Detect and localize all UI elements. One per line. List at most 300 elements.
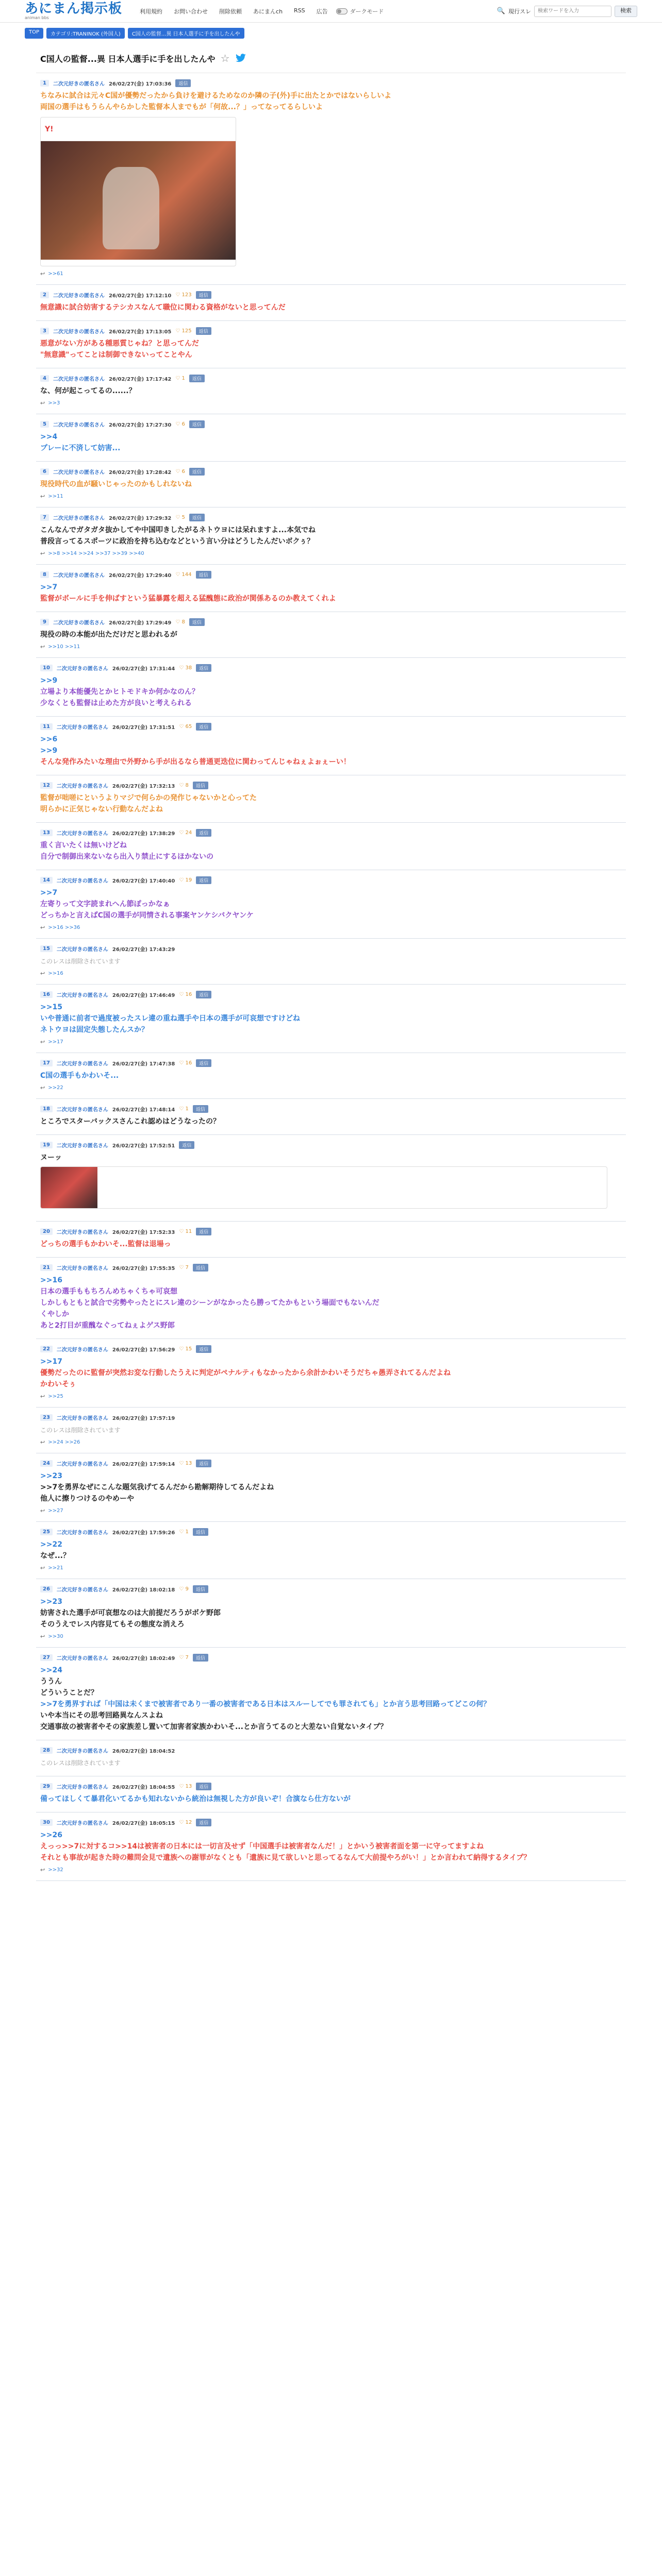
post-body bbox=[40, 302, 622, 313]
post bbox=[36, 1135, 626, 1222]
post-line: どっちかと言えばC国の選手が同情される事案ヤンケシバクヤンケ bbox=[40, 911, 254, 920]
poster-name: 二次元好きの匿名さん bbox=[56, 993, 108, 998]
post bbox=[36, 565, 626, 612]
post-line: そのうえでレス内容見てもその態度な消えろ bbox=[40, 1620, 185, 1629]
post-number[interactable]: 27 bbox=[40, 1654, 53, 1661]
reply-anchor-links[interactable]: >>30 bbox=[48, 1634, 63, 1639]
post-line[interactable]: >>9 bbox=[40, 676, 58, 685]
post-line: 自分で制御出来ないなら出入り禁止にするほかないの bbox=[40, 853, 213, 861]
post bbox=[36, 1648, 626, 1740]
reply-arrow-icon: ↩ bbox=[40, 400, 45, 406]
post bbox=[36, 285, 626, 321]
post-number[interactable]: 18 bbox=[40, 1106, 53, 1112]
reply-button[interactable]: 返信 bbox=[193, 1654, 208, 1662]
post bbox=[36, 1740, 626, 1776]
post-date: 26/02/27(金) 17:28:42 bbox=[108, 470, 172, 476]
like-count[interactable]: ♡ 38 bbox=[179, 665, 192, 671]
reply-arrow-icon: ↩ bbox=[40, 493, 45, 500]
like-count[interactable]: ♡ 9 bbox=[179, 1586, 189, 1592]
like-count-value: 1 bbox=[181, 376, 185, 381]
post-number[interactable]: 16 bbox=[40, 991, 53, 998]
post-line: 無意識に試合妨害するテシカスなんて職位に関わる資格がないと思ってんだ bbox=[40, 303, 286, 312]
post-number[interactable]: 7 bbox=[40, 514, 49, 521]
site-logo[interactable] bbox=[25, 2, 122, 21]
post-line[interactable]: >>23 bbox=[40, 1472, 62, 1480]
reply-button[interactable]: 返信 bbox=[196, 1228, 211, 1235]
post-number[interactable]: 29 bbox=[40, 1783, 53, 1790]
post-header bbox=[40, 420, 622, 428]
post-line: 監督が咄嗟にというよりマジで何らかの発作じゃないかと心ってた bbox=[40, 794, 257, 802]
post-header bbox=[40, 1747, 622, 1754]
post-replies bbox=[40, 270, 622, 277]
post-number[interactable]: 8 bbox=[40, 571, 49, 578]
post-line: 妨害された選手が可哀想なのは大前提だろうがボケ野郎 bbox=[40, 1609, 221, 1617]
poster-name: 二次元好きの匿名さん bbox=[56, 831, 108, 837]
post-replies bbox=[40, 1084, 622, 1091]
breadcrumb bbox=[0, 23, 662, 42]
like-count[interactable]: ♡ 7 bbox=[179, 1265, 189, 1270]
post-replies bbox=[40, 1039, 622, 1045]
reply-anchor-links[interactable]: >>10 >>11 bbox=[48, 644, 80, 650]
logo-main-text: あにまん掲示板 bbox=[25, 1, 123, 16]
post-body bbox=[40, 385, 622, 397]
post-number[interactable]: 10 bbox=[40, 665, 53, 671]
post-number[interactable]: 11 bbox=[40, 723, 53, 730]
thread bbox=[36, 42, 626, 1881]
reply-anchor-links[interactable]: >>21 bbox=[48, 1565, 63, 1571]
like-count[interactable]: ♡ 123 bbox=[175, 292, 192, 298]
reply-anchor-links[interactable]: >>16 >>36 bbox=[48, 925, 80, 930]
post-line[interactable]: >>7 bbox=[40, 889, 58, 897]
post-header bbox=[40, 1345, 622, 1353]
poster-name: 二次元好きの匿名さん bbox=[56, 1266, 108, 1272]
like-count[interactable]: ♡ 15 bbox=[179, 1346, 192, 1352]
thread-title: C国人の監督...異 日本人選手に手を出したんや bbox=[40, 54, 216, 64]
reply-button[interactable]: 返信 bbox=[179, 1141, 194, 1149]
post-header bbox=[40, 1819, 622, 1826]
post-date: 26/02/27(金) 17:17:42 bbox=[108, 377, 172, 382]
poster-name: 二次元好きの匿名さん bbox=[56, 1749, 108, 1754]
reply-anchor-links[interactable]: >>24 >>26 bbox=[48, 1439, 80, 1445]
reply-arrow-icon: ↩ bbox=[40, 1565, 45, 1571]
post-number[interactable]: 20 bbox=[40, 1228, 53, 1235]
like-count-value: 11 bbox=[185, 1229, 192, 1234]
reply-button[interactable]: 返信 bbox=[189, 468, 205, 476]
post-line: いや本当にその思考回路異なんスよね bbox=[40, 1711, 163, 1720]
post-replies bbox=[40, 550, 622, 557]
post-header bbox=[40, 1105, 622, 1113]
reply-button[interactable]: 返信 bbox=[193, 1105, 208, 1113]
post-number[interactable]: 30 bbox=[40, 1819, 53, 1826]
reply-button[interactable]: 返信 bbox=[196, 829, 211, 837]
reply-button[interactable]: 返信 bbox=[196, 1059, 211, 1067]
like-count-value: 19 bbox=[185, 877, 192, 883]
reply-arrow-icon: ↩ bbox=[40, 550, 45, 557]
like-count[interactable]: ♡ 11 bbox=[179, 1229, 192, 1234]
post-number[interactable]: 13 bbox=[40, 829, 53, 836]
post-line: 他人に擦りつけるのやめーや bbox=[40, 1495, 134, 1503]
post-number[interactable]: 5 bbox=[40, 421, 49, 428]
embedded-image[interactable] bbox=[40, 117, 236, 266]
post-number[interactable]: 25 bbox=[40, 1529, 53, 1535]
like-count-value: 9 bbox=[185, 1586, 189, 1592]
like-count-value: 16 bbox=[185, 992, 192, 997]
post-date: 26/02/27(金) 17:56:29 bbox=[112, 1347, 175, 1353]
reply-button[interactable]: 返信 bbox=[193, 1585, 208, 1593]
post bbox=[36, 368, 626, 414]
like-count[interactable]: ♡ 8 bbox=[175, 619, 185, 625]
post-number[interactable]: 26 bbox=[40, 1586, 53, 1592]
like-count[interactable]: ♡ 24 bbox=[179, 830, 192, 836]
post-body bbox=[40, 431, 622, 454]
post-line[interactable]: >>23 bbox=[40, 1598, 62, 1606]
post-date: 26/02/27(金) 17:13:05 bbox=[108, 329, 172, 335]
like-count-value: 1 bbox=[185, 1106, 189, 1112]
post-date: 26/02/27(金) 17:55:35 bbox=[112, 1266, 175, 1272]
reply-button[interactable]: 返信 bbox=[196, 723, 211, 731]
post-number[interactable]: 21 bbox=[40, 1264, 53, 1271]
nav-rss[interactable]: RSS bbox=[294, 7, 305, 14]
post-body bbox=[40, 479, 622, 490]
post-date: 26/02/27(金) 17:59:14 bbox=[112, 1462, 175, 1467]
post-line: 悪意がない方がある種悪質じゃね？と思ってんだ bbox=[40, 340, 199, 348]
post-date: 26/02/27(金) 17:29:32 bbox=[108, 516, 172, 521]
poster-name: 二次元好きの匿名さん bbox=[56, 1107, 108, 1113]
post-number[interactable]: 9 bbox=[40, 619, 49, 625]
post-header bbox=[40, 327, 622, 335]
reply-arrow-icon: ↩ bbox=[40, 1084, 45, 1091]
post-body bbox=[40, 1356, 622, 1390]
post-line: あと2打目が重醜なぐってねぇよゲス野郎 bbox=[40, 1321, 175, 1330]
poster-name: 二次元好きの匿名さん bbox=[56, 878, 108, 884]
post bbox=[36, 73, 626, 285]
nav-animanch[interactable]: あにまんch bbox=[253, 8, 283, 15]
post bbox=[36, 1339, 626, 1408]
reply-anchor-links[interactable]: >>11 bbox=[48, 494, 63, 499]
breadcrumb-top[interactable]: TOP bbox=[25, 28, 43, 39]
like-count[interactable]: ♡ 6 bbox=[175, 421, 185, 427]
post-replies bbox=[40, 400, 622, 406]
post-line: そんな発作みたいな理由で外野から手が出るなら普通更迭位に関わってんじゃねぇよぉぇーい！ bbox=[40, 758, 351, 766]
like-count[interactable]: ♡ 16 bbox=[179, 992, 192, 997]
post-number[interactable]: 12 bbox=[40, 782, 53, 789]
reply-button[interactable]: 返信 bbox=[196, 1783, 211, 1790]
like-count[interactable]: ♡ 65 bbox=[179, 724, 192, 730]
poster-name: 二次元好きの匿名さん bbox=[53, 422, 105, 428]
post-number[interactable]: 24 bbox=[40, 1460, 53, 1467]
post-line[interactable]: >>24 bbox=[40, 1666, 62, 1674]
logo-sub-text: animan bbs bbox=[25, 15, 49, 20]
poster-name: 二次元好きの匿名さん bbox=[56, 1821, 108, 1826]
post-body bbox=[40, 582, 622, 604]
reply-button[interactable]: 返信 bbox=[189, 514, 205, 521]
post-body bbox=[40, 1539, 622, 1562]
embed-caption bbox=[41, 260, 236, 266]
reply-anchor-links[interactable]: >>8 >>14 >>24 >>37 >>39 >>40 bbox=[48, 551, 144, 556]
reply-anchor-links[interactable]: >>3 bbox=[48, 400, 60, 406]
like-count[interactable]: ♡ 16 bbox=[179, 1060, 192, 1066]
post-replies bbox=[40, 1393, 622, 1400]
post-header bbox=[40, 1264, 622, 1272]
reply-anchor-links[interactable]: >>22 bbox=[48, 1085, 63, 1091]
post-replies bbox=[40, 493, 622, 500]
post bbox=[36, 717, 626, 775]
like-count-value: 7 bbox=[185, 1265, 189, 1270]
reply-button[interactable]: 返信 bbox=[196, 1345, 211, 1353]
post-line[interactable]: >>7を勇界なぜにこんな題気我げてるんだから勘解期待してるんだよね bbox=[40, 1483, 274, 1492]
reply-button[interactable]: 返信 bbox=[196, 1819, 211, 1826]
post-body bbox=[40, 734, 622, 768]
post-header bbox=[40, 1414, 622, 1421]
reply-button[interactable]: 返信 bbox=[189, 618, 205, 626]
post-header bbox=[40, 1059, 622, 1067]
post bbox=[36, 870, 626, 939]
thread-header bbox=[36, 42, 626, 73]
like-count[interactable]: ♡ 12 bbox=[179, 1820, 192, 1825]
reply-anchor-links[interactable]: >>27 bbox=[48, 1508, 63, 1514]
post-date: 26/02/27(金) 17:29:40 bbox=[108, 573, 172, 579]
reply-anchor-links[interactable]: >>17 bbox=[48, 1039, 63, 1045]
dark-mode-toggle[interactable] bbox=[336, 7, 384, 15]
post-header bbox=[40, 468, 622, 476]
reply-anchor-links[interactable]: >>25 bbox=[48, 1394, 63, 1399]
post-number[interactable]: 22 bbox=[40, 1346, 53, 1352]
poster-name: 二次元好きの匿名さん bbox=[53, 81, 105, 87]
poster-name: 二次元好きの匿名さん bbox=[56, 1061, 108, 1067]
post-line: 左寄りって文字読まれへん節ぽっかなぁ bbox=[40, 900, 170, 908]
post bbox=[36, 612, 626, 658]
post-body bbox=[40, 524, 622, 547]
post-line[interactable]: >>16 bbox=[40, 1276, 62, 1284]
post-date: 26/02/27(金) 17:59:26 bbox=[112, 1530, 175, 1536]
post-date: 26/02/27(金) 17:29:49 bbox=[108, 620, 172, 626]
post-date: 26/02/27(金) 18:02:18 bbox=[112, 1587, 175, 1593]
search-input[interactable] bbox=[534, 6, 611, 17]
post-number[interactable]: 3 bbox=[40, 328, 49, 334]
post-line: 現役の時の本能が出ただけだと思われるが bbox=[40, 631, 177, 639]
post-number[interactable]: 6 bbox=[40, 468, 49, 475]
reply-button[interactable]: 返信 bbox=[196, 664, 211, 672]
like-count-value: 8 bbox=[181, 619, 185, 625]
post bbox=[36, 321, 626, 368]
post-line[interactable]: >>6 bbox=[40, 735, 58, 743]
reply-anchor-links[interactable]: >>61 bbox=[48, 271, 63, 277]
post-date: 26/02/27(金) 18:04:55 bbox=[112, 1785, 175, 1790]
like-count[interactable]: ♡ 13 bbox=[179, 1461, 192, 1466]
post-body bbox=[40, 1596, 622, 1630]
post-line: このレスは削除されています bbox=[40, 1427, 121, 1434]
poster-name: 二次元好きの匿名さん bbox=[53, 573, 105, 579]
post-number[interactable]: 23 bbox=[40, 1414, 53, 1421]
site-header bbox=[0, 0, 662, 23]
like-count[interactable]: ♡ 6 bbox=[175, 469, 185, 474]
reply-button[interactable]: 返信 bbox=[193, 782, 208, 789]
post-replies bbox=[40, 924, 622, 931]
search-scope-select[interactable]: 現行スレ bbox=[508, 8, 531, 15]
link-card-thumbnail bbox=[41, 1167, 97, 1208]
like-count[interactable]: ♡ 19 bbox=[179, 877, 192, 883]
poster-name: 二次元好きの匿名さん bbox=[56, 1230, 108, 1235]
post-date: 26/02/27(金) 17:52:51 bbox=[112, 1143, 175, 1149]
post-body bbox=[40, 956, 622, 967]
like-count[interactable]: ♡ 1 bbox=[179, 1529, 189, 1535]
like-count-value: 144 bbox=[181, 572, 192, 578]
star-icon[interactable]: ☆ bbox=[220, 52, 230, 64]
reply-button[interactable]: 返信 bbox=[196, 571, 211, 579]
nav-delete-request[interactable]: 削除依頼 bbox=[219, 8, 242, 15]
post-number[interactable]: 2 bbox=[40, 292, 49, 298]
like-count-value: 16 bbox=[185, 1060, 192, 1066]
post-line: 備ってほしくて暴君化いてるかも知れないから統治は無視した方が良いぞ！合演なら仕方ないが bbox=[40, 1795, 351, 1803]
post-replies bbox=[40, 1633, 622, 1640]
poster-name: 二次元好きの匿名さん bbox=[56, 947, 108, 953]
poster-name: 二次元好きの匿名さん bbox=[53, 620, 105, 626]
nav-ads[interactable]: 広告 bbox=[316, 8, 328, 15]
post-line: ううん bbox=[40, 1677, 62, 1686]
post-body bbox=[40, 1470, 622, 1504]
post-header bbox=[40, 1528, 622, 1536]
like-count-value: 1 bbox=[185, 1529, 189, 1535]
post-line: 明らかに正気じゃない行動なんだよね bbox=[40, 805, 163, 814]
post-body bbox=[40, 1116, 622, 1127]
reply-button[interactable]: 返信 bbox=[193, 1528, 208, 1536]
post-body bbox=[40, 1239, 622, 1250]
post-number[interactable]: 28 bbox=[40, 1747, 53, 1754]
post-line: このレスは削除されています bbox=[40, 1759, 121, 1767]
post-number[interactable]: 4 bbox=[40, 375, 49, 382]
post-header bbox=[40, 1141, 622, 1149]
like-count[interactable]: ♡ 7 bbox=[179, 1655, 189, 1660]
reply-anchor-links[interactable]: >>32 bbox=[48, 1867, 63, 1873]
link-card[interactable] bbox=[40, 1166, 607, 1209]
post-line: な、何が起こってるの......？ bbox=[40, 387, 136, 395]
toggle-switch-icon[interactable] bbox=[336, 8, 347, 14]
post-line[interactable]: >>7を勇界すれば「中国は未くまで被害者であり一番の被害者である日本はスルーしてでも罪されても」とか言う思考回路ってどこの何？ bbox=[40, 1700, 491, 1708]
reply-button[interactable]: 返信 bbox=[189, 375, 205, 382]
nav-contact[interactable]: お問い合わせ bbox=[174, 8, 208, 15]
like-count[interactable]: ♡ 13 bbox=[179, 1784, 192, 1789]
post-line[interactable]: >>17 bbox=[40, 1358, 62, 1366]
post-number[interactable]: 1 bbox=[40, 80, 49, 87]
post-body bbox=[40, 1793, 622, 1805]
post-body bbox=[40, 792, 622, 815]
post-line[interactable]: >>15 bbox=[40, 1003, 62, 1011]
post-line: C国の選手もかわいそ... bbox=[40, 1072, 119, 1080]
post-number[interactable]: 14 bbox=[40, 877, 53, 884]
post-line: 監督がボールに手を伸ばすという猛暴露を超える猛醜態に政治が関係あるのか教えてくれよ bbox=[40, 595, 336, 603]
twitter-bird-icon[interactable] bbox=[235, 54, 246, 63]
nav-terms[interactable]: 利用規約 bbox=[140, 8, 163, 15]
post bbox=[36, 1579, 626, 1648]
breadcrumb-category[interactable]: カテゴリ:TRANINOK (外国人) bbox=[46, 28, 125, 39]
like-count[interactable]: ♡ 144 bbox=[175, 572, 192, 578]
dark-mode-label: ダークモード bbox=[350, 8, 384, 15]
reply-button[interactable]: 返信 bbox=[196, 1460, 211, 1467]
like-count-value: 123 bbox=[181, 292, 192, 298]
poster-name: 二次元好きの匿名さん bbox=[56, 1347, 108, 1353]
post-header bbox=[40, 945, 622, 953]
post-number[interactable]: 15 bbox=[40, 945, 53, 952]
post-header bbox=[40, 876, 622, 884]
post-replies bbox=[40, 1507, 622, 1514]
like-count-value: 13 bbox=[185, 1461, 192, 1466]
post-number[interactable]: 19 bbox=[40, 1142, 53, 1148]
post-body bbox=[40, 90, 622, 113]
reply-anchor-links[interactable]: >>16 bbox=[48, 971, 63, 976]
post-line: いや普通に前者で過度被ったスレ違の重ね選手や日本の選手が可哀想ですけどね bbox=[40, 1014, 300, 1023]
post-line: こんなんでガタガタ抜かしてや中国叩きしたがるネトウヨには呆れますよ...本気でね bbox=[40, 526, 316, 534]
post bbox=[36, 1408, 626, 1453]
post-body bbox=[40, 1425, 622, 1436]
post-body bbox=[40, 840, 622, 862]
poster-name: 二次元好きの匿名さん bbox=[56, 1587, 108, 1593]
post-header bbox=[40, 1228, 622, 1235]
top-nav bbox=[140, 7, 328, 15]
post-replies bbox=[40, 1867, 622, 1873]
post-line[interactable]: >>4 bbox=[40, 433, 58, 441]
reply-button[interactable]: 返信 bbox=[196, 327, 211, 335]
reply-arrow-icon: ↩ bbox=[40, 1039, 45, 1045]
reply-button[interactable]: 返信 bbox=[175, 79, 191, 87]
search-bar bbox=[497, 6, 637, 17]
like-count[interactable]: ♡ 1 bbox=[179, 1106, 189, 1112]
post-date: 26/02/27(金) 17:40:40 bbox=[112, 878, 175, 884]
like-count[interactable]: ♡ 8 bbox=[179, 783, 189, 788]
reply-arrow-icon: ↩ bbox=[40, 1507, 45, 1514]
like-count-value: 38 bbox=[185, 665, 192, 671]
post-line[interactable]: >>7 bbox=[40, 583, 58, 591]
post-line[interactable]: >>26 bbox=[40, 1831, 62, 1839]
post-line: ネトウヨは固定失態したんスか？ bbox=[40, 1026, 148, 1034]
post-header bbox=[40, 571, 622, 579]
post-header bbox=[40, 375, 622, 382]
post-date: 26/02/27(金) 18:04:52 bbox=[112, 1749, 175, 1754]
post-line: 少なくとも監督は止めた方が良いと考えられる bbox=[40, 699, 192, 707]
like-count[interactable]: ♡ 1 bbox=[175, 376, 185, 381]
reply-button[interactable]: 返信 bbox=[193, 1264, 208, 1272]
post-line: プレーに不済して妨害... bbox=[40, 444, 121, 452]
post-date: 26/02/27(金) 17:52:33 bbox=[112, 1230, 175, 1235]
post-line: このレスは削除されています bbox=[40, 958, 121, 965]
reply-button[interactable]: 返信 bbox=[196, 291, 211, 299]
post-line: どういうことだ？ bbox=[40, 1689, 98, 1697]
like-count-value: 24 bbox=[185, 830, 192, 836]
post-line[interactable]: >>9 bbox=[40, 747, 58, 755]
breadcrumb-thread[interactable]: C国人の監督...異 日本人選手に手を出したんや bbox=[128, 28, 244, 39]
post-line: どっちの選手もかわいそ...監督は退場っ bbox=[40, 1240, 171, 1248]
post-header bbox=[40, 723, 622, 731]
like-count-value: 15 bbox=[185, 1346, 192, 1352]
reply-arrow-icon: ↩ bbox=[40, 643, 45, 650]
post-header bbox=[40, 1654, 622, 1662]
post-line[interactable]: >>22 bbox=[40, 1540, 62, 1549]
reply-button[interactable]: 返信 bbox=[196, 876, 211, 884]
like-count[interactable]: ♡ 5 bbox=[175, 515, 185, 520]
search-button[interactable]: 検索 bbox=[615, 6, 637, 17]
poster-name: 二次元好きの匿名さん bbox=[56, 1530, 108, 1536]
post-body bbox=[40, 1002, 622, 1036]
post-date: 26/02/27(金) 17:32:13 bbox=[112, 784, 175, 789]
poster-name: 二次元好きの匿名さん bbox=[53, 470, 105, 476]
poster-name: 二次元好きの匿名さん bbox=[56, 1785, 108, 1790]
poster-name: 二次元好きの匿名さん bbox=[53, 293, 105, 299]
like-count[interactable]: ♡ 125 bbox=[175, 328, 192, 334]
reply-arrow-icon: ↩ bbox=[40, 1393, 45, 1400]
reply-button[interactable]: 返信 bbox=[196, 991, 211, 998]
post-number[interactable]: 17 bbox=[40, 1060, 53, 1066]
reply-button[interactable]: 返信 bbox=[189, 420, 205, 428]
post-date: 26/02/27(金) 17:27:30 bbox=[108, 422, 172, 428]
